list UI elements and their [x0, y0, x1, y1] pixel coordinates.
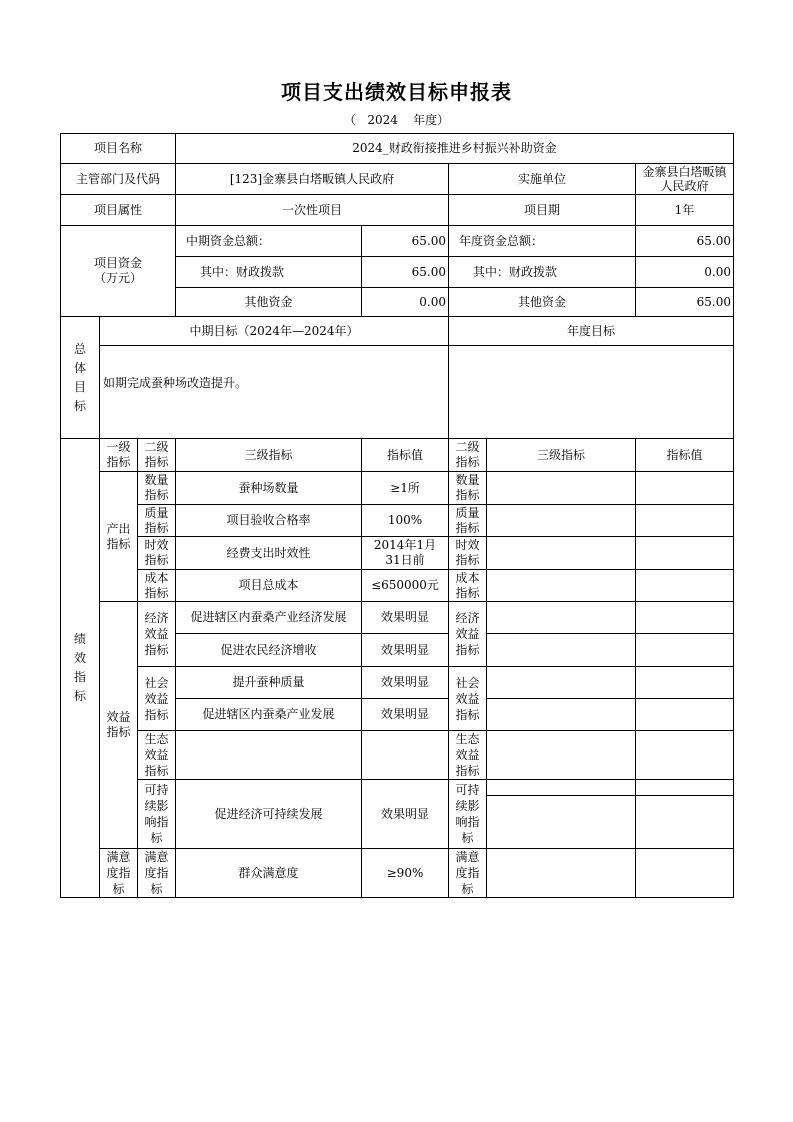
value-cell: ≥90%: [362, 849, 449, 898]
funds-label: [61, 226, 176, 317]
attr-label: 项目属性: [61, 195, 176, 226]
l2-cost-right: 成本指标: [449, 570, 487, 602]
period-label: 项目期: [449, 195, 636, 226]
project-name-label: 项目名称: [61, 134, 176, 164]
mid-total-value: 65.00: [362, 226, 449, 257]
year-unit: 年度）: [413, 113, 450, 127]
l2-quality-right: 质量指标: [449, 505, 487, 537]
year-value: 2024: [367, 113, 398, 127]
row-project-name: [61, 134, 734, 164]
funds-label-text: 项目资金（万元）: [93, 256, 142, 285]
l3-cell: 项目总成本: [176, 570, 362, 602]
value-cell: ≤650000元: [362, 570, 449, 602]
h-level2: 二级指标: [138, 439, 176, 472]
l2-quality: 质量指标: [138, 505, 176, 537]
dept-value: [123]金寨县白塔畈镇人民政府: [176, 164, 449, 195]
row-perf-header: [61, 439, 734, 472]
l3-cell: 促进农民经济增收: [176, 634, 362, 667]
l3-cell-right: [487, 731, 636, 780]
l3-cell-right: [487, 667, 636, 699]
l2-quantity: 数量指标: [138, 472, 176, 505]
annual-other-label: 其他资金: [449, 288, 636, 317]
mid-total-label: 中期资金总额：: [176, 226, 362, 257]
h-value: 指标值: [362, 439, 449, 472]
benefit-label: [100, 602, 138, 849]
l3-cell-right: [487, 570, 636, 602]
value-cell: [362, 731, 449, 780]
annual-other-value: 65.00: [636, 288, 734, 317]
l3-cell: 促进经济可持续发展: [176, 780, 362, 849]
satisfaction-label: 满意度指标: [100, 849, 138, 898]
h-value-right: 指标值: [636, 439, 734, 472]
l3-cell-right: [487, 505, 636, 537]
value-cell-right: [636, 537, 734, 570]
table-row: [61, 537, 734, 570]
value-cell-right: [636, 796, 734, 849]
l3-cell-right: [487, 796, 636, 849]
perf-label: [61, 439, 100, 898]
value-cell-right: [636, 634, 734, 667]
row-goals-content: [61, 346, 734, 439]
value-cell: 效果明显: [362, 667, 449, 699]
benefit-label-text: 效益指标: [106, 710, 131, 739]
l3-cell: 提升蚕种质量: [176, 667, 362, 699]
value-cell-right: [636, 570, 734, 602]
l2-satisfaction-right: 满意度指标: [449, 849, 487, 898]
l2-social-right: 社会效益指标: [449, 667, 487, 731]
l3-cell-right: [487, 537, 636, 570]
mid-goal-text: 如期完成蚕种场改造提升。: [100, 346, 449, 439]
mid-other-value: 0.00: [362, 288, 449, 317]
annual-fin-value: 0.00: [636, 257, 734, 288]
h-level2-right: 二级指标: [449, 439, 487, 472]
value-cell: 效果明显: [362, 634, 449, 667]
row-attribute: [61, 195, 734, 226]
row-department: [61, 164, 734, 195]
l3-cell: 促进辖区内蚕桑产业发展: [176, 699, 362, 731]
output-label: [100, 472, 138, 602]
l2-cost: 成本指标: [138, 570, 176, 602]
value-cell: 效果明显: [362, 780, 449, 849]
page-title: 项目支出绩效目标申报表: [281, 80, 512, 104]
value-cell-right: [636, 602, 734, 634]
project-name-value: 2024_财政衔接推进乡村振兴补助资金: [176, 134, 734, 164]
l2-timeliness-right: 时效指标: [449, 537, 487, 570]
value-cell: 效果明显: [362, 699, 449, 731]
performance-form-table: [60, 133, 734, 898]
row-funds-total: [61, 226, 734, 257]
l2-timeliness: 时效指标: [138, 537, 176, 570]
goals-label-text: 总体目标: [73, 341, 86, 413]
value-cell-right: [636, 699, 734, 731]
l3-cell: 项目验收合格率: [176, 505, 362, 537]
l3-cell-right: [487, 699, 636, 731]
l2-economic: 经济效益指标: [138, 602, 176, 667]
table-row: [61, 505, 734, 537]
value-cell: 效果明显: [362, 602, 449, 634]
value-cell-right: [636, 472, 734, 505]
value-cell-right: [636, 731, 734, 780]
l3-cell-right: [487, 849, 636, 898]
h-level3-right: 三级指标: [487, 439, 636, 472]
value-cell: 100%: [362, 505, 449, 537]
year-open-paren: （: [343, 113, 356, 127]
l2-sustainability-right: 可持续影响指标: [449, 780, 487, 849]
l2-ecological: 生态效益指标: [138, 731, 176, 780]
value-cell-right: [636, 849, 734, 898]
table-row: [61, 849, 734, 898]
unit-label: 实施单位: [449, 164, 636, 195]
table-row: [61, 731, 734, 780]
annual-total-label: 年度资金总额：: [449, 226, 636, 257]
l3-cell-right: [487, 634, 636, 667]
l3-cell-right: [487, 602, 636, 634]
mid-fin-label: 其中：财政拨款: [176, 257, 362, 288]
l3-cell: 促进辖区内蚕桑产业经济发展: [176, 602, 362, 634]
unit-value: 金寨县白塔畈镇人民政府: [636, 164, 734, 195]
l3-cell: 群众满意度: [176, 849, 362, 898]
l2-ecological-right: 生态效益指标: [449, 731, 487, 780]
annual-goal-header: 年度目标: [449, 317, 734, 346]
l2-quantity-right: 数量指标: [449, 472, 487, 505]
l3-cell-right: [487, 472, 636, 505]
dept-label: 主管部门及代码: [61, 164, 176, 195]
annual-fin-label: 其中：财政拨款: [449, 257, 636, 288]
mid-other-label: 其他资金: [176, 288, 362, 317]
attr-value: 一次性项目: [176, 195, 449, 226]
table-row: [61, 602, 734, 634]
mid-goal-header: 中期目标（2024年—2024年）: [100, 317, 449, 346]
annual-goal-text: [449, 346, 734, 439]
value-cell: ≥1所: [362, 472, 449, 505]
l2-social: 社会效益指标: [138, 667, 176, 731]
l3-cell: 蚕种场数量: [176, 472, 362, 505]
output-label-text: 产出指标: [106, 521, 131, 551]
row-goals-header: [61, 317, 734, 346]
table-row: [61, 570, 734, 602]
value-cell-right: [636, 667, 734, 699]
l3-cell: 经费支出时效性: [176, 537, 362, 570]
l2-satisfaction: 满意度指标: [138, 849, 176, 898]
year-line: [0, 111, 793, 128]
perf-label-text: 绩效指标: [73, 632, 86, 703]
annual-total-value: 65.00: [636, 226, 734, 257]
value-cell-right: [636, 780, 734, 796]
value-cell: 2014年1月31日前: [362, 537, 449, 570]
h-level1: 一级指标: [100, 439, 138, 472]
table-row: [61, 780, 734, 796]
period-value: 1年: [636, 195, 734, 226]
l3-cell: [176, 731, 362, 780]
l2-sustainability: 可持续影响指标: [138, 780, 176, 849]
mid-fin-value: 65.00: [362, 257, 449, 288]
table-row: [61, 667, 734, 699]
table-row: [61, 472, 734, 505]
l2-economic-right: 经济效益指标: [449, 602, 487, 667]
value-cell-right: [636, 505, 734, 537]
l3-cell-right: [487, 780, 636, 796]
goals-label: [61, 317, 100, 439]
h-level3: 三级指标: [176, 439, 362, 472]
